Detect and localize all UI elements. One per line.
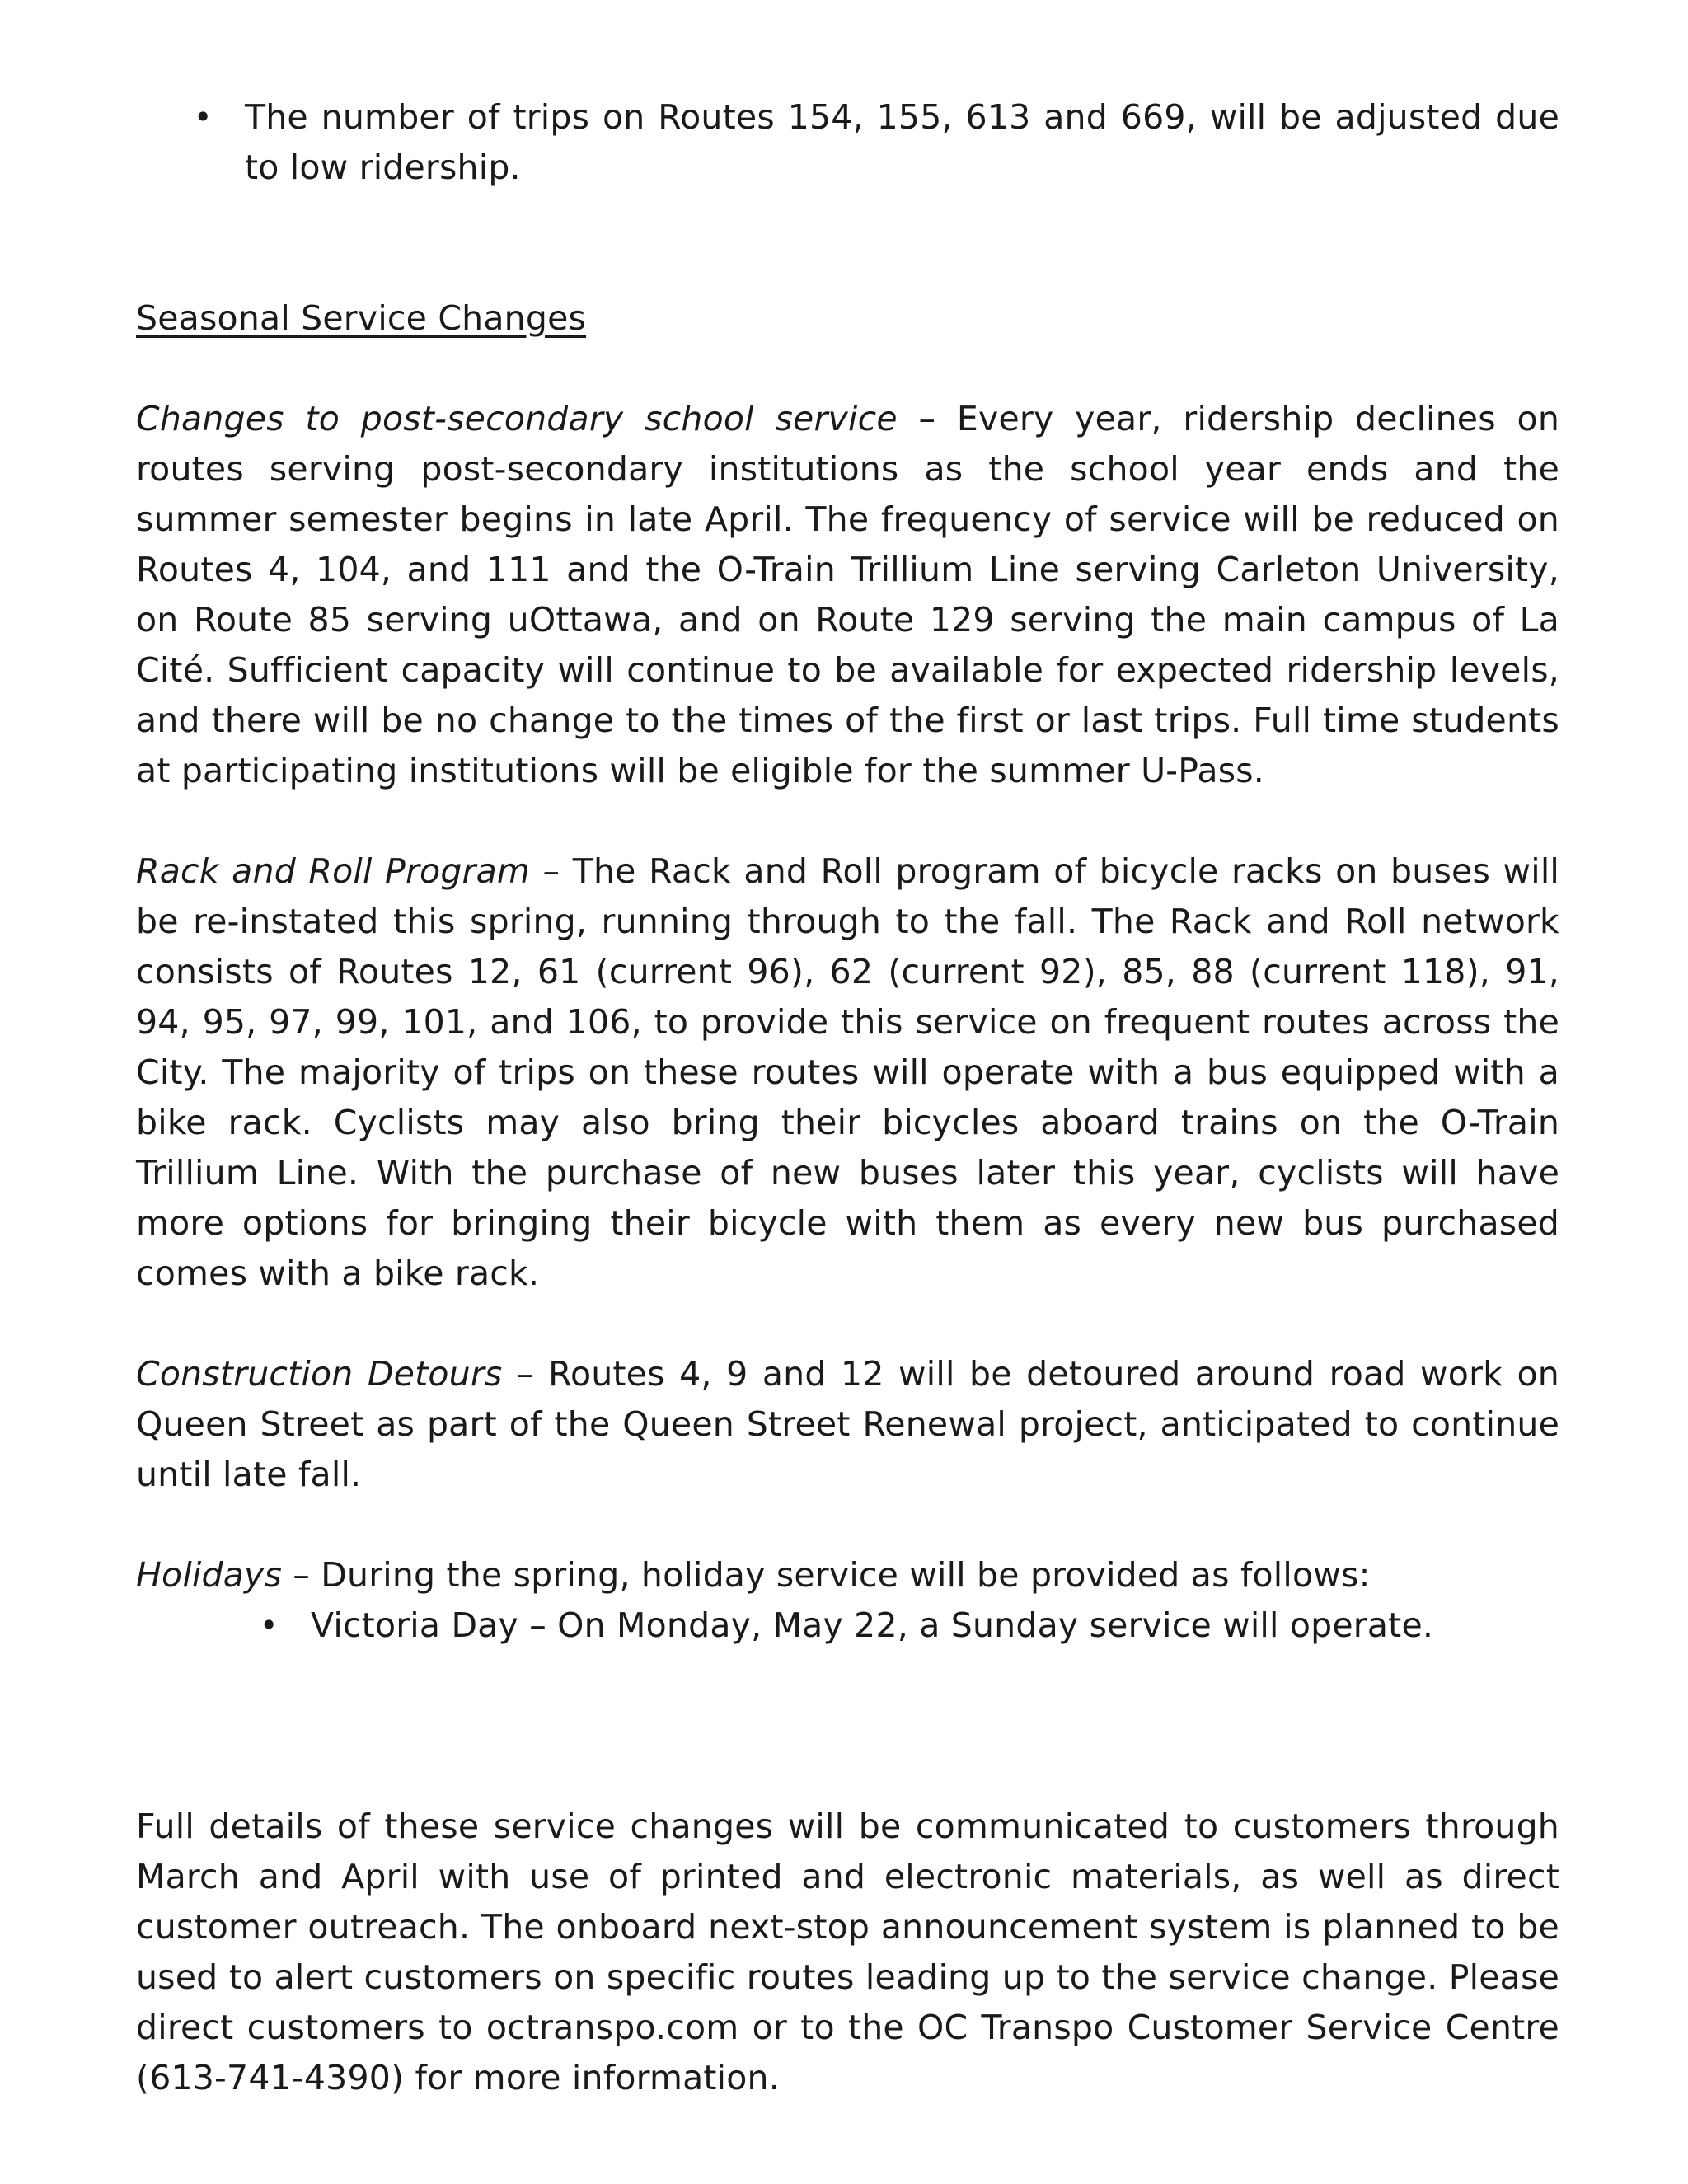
paragraph-separator: – xyxy=(897,399,957,438)
route-adjustment-bullet xyxy=(194,92,1559,193)
paragraph-separator: – xyxy=(530,851,573,891)
paragraph-body: Routes 4, 9 and 12 will be detoured around road work on Queen Street as part of the Queen Street Renewal project, anticipated to continue until late fall. xyxy=(136,1354,1559,1494)
paragraph-separator: – xyxy=(502,1354,549,1394)
post-secondary-paragraph xyxy=(136,394,1559,796)
paragraph-lead: Changes to post-secondary school service xyxy=(136,399,898,438)
paragraph-separator: – xyxy=(282,1555,321,1595)
holidays-paragraph xyxy=(136,1550,1559,1601)
bullet-icon: • xyxy=(194,99,213,135)
construction-detours-paragraph xyxy=(136,1349,1559,1500)
victoria-day-text: Victoria Day – On Monday, May 22, a Sunday service will operate. xyxy=(311,1605,1434,1645)
document-page xyxy=(136,92,1559,2103)
bullet-icon: • xyxy=(260,1607,279,1643)
paragraph-body: The Rack and Roll program of bicycle racks on buses will be re-instated this spring, running through to the fall. The Rack and Roll network consists of Routes 12, 61 (current 96), 62 (current 92), 85, 88 (current 118), 91, 94, 95, 97, 99, 101, and 106, to provide this service on frequent routes across the City. The majority of trips on these routes will operate with a bus equipped with a bike rack. Cyclists may also bring their bicycles aboard trains on the O-Train Trillium Line. With the purchase of new buses later this year, cyclists will have more options for bringing their bicycle with them as every new bus purchased comes with a bike rack. xyxy=(136,851,1559,1293)
holidays-section xyxy=(136,1550,1559,1651)
paragraph-body: Every year, ridership declines on routes serving post-secondary institutions as the school year ends and the summer semester begins in late April. The frequency of service will be reduced on Routes 4, 104, and 111 and the O-Train Trillium Line serving Carleton University, on Route 85 serving uOttawa, and on Route 129 serving the main campus of La Cité. Sufficient capacity will continue to be available for expected ridership levels, and there will be no change to the times of the first or last trips. Full time students at participating institutions will be eligible for the summer U-Pass. xyxy=(136,399,1559,790)
paragraph-lead: Rack and Roll Program xyxy=(136,851,531,891)
victoria-day-bullet xyxy=(260,1601,1559,1651)
closing-paragraph: Full details of these service changes will be communicated to customers through March and April with use of printed and electronic materials, as well as direct customer outreach. The onboard next-stop announcement system is planned to be used to alert customers on specific routes leading up to the service change. Please direct customers to octranspo.com or to the OC Transpo Customer Service Centre (613-741-4390) for more information. xyxy=(136,1807,1559,2097)
rack-and-roll-paragraph xyxy=(136,846,1559,1299)
paragraph-body: During the spring, holiday service will be provided as follows: xyxy=(321,1555,1371,1595)
section-heading: Seasonal Service Changes xyxy=(136,298,587,338)
paragraph-lead: Construction Detours xyxy=(136,1354,503,1394)
paragraph-lead: Holidays xyxy=(136,1555,283,1595)
route-adjustment-text: The number of trips on Routes 154, 155, 613 and 669, will be adjusted due to low ridership. xyxy=(245,97,1559,187)
